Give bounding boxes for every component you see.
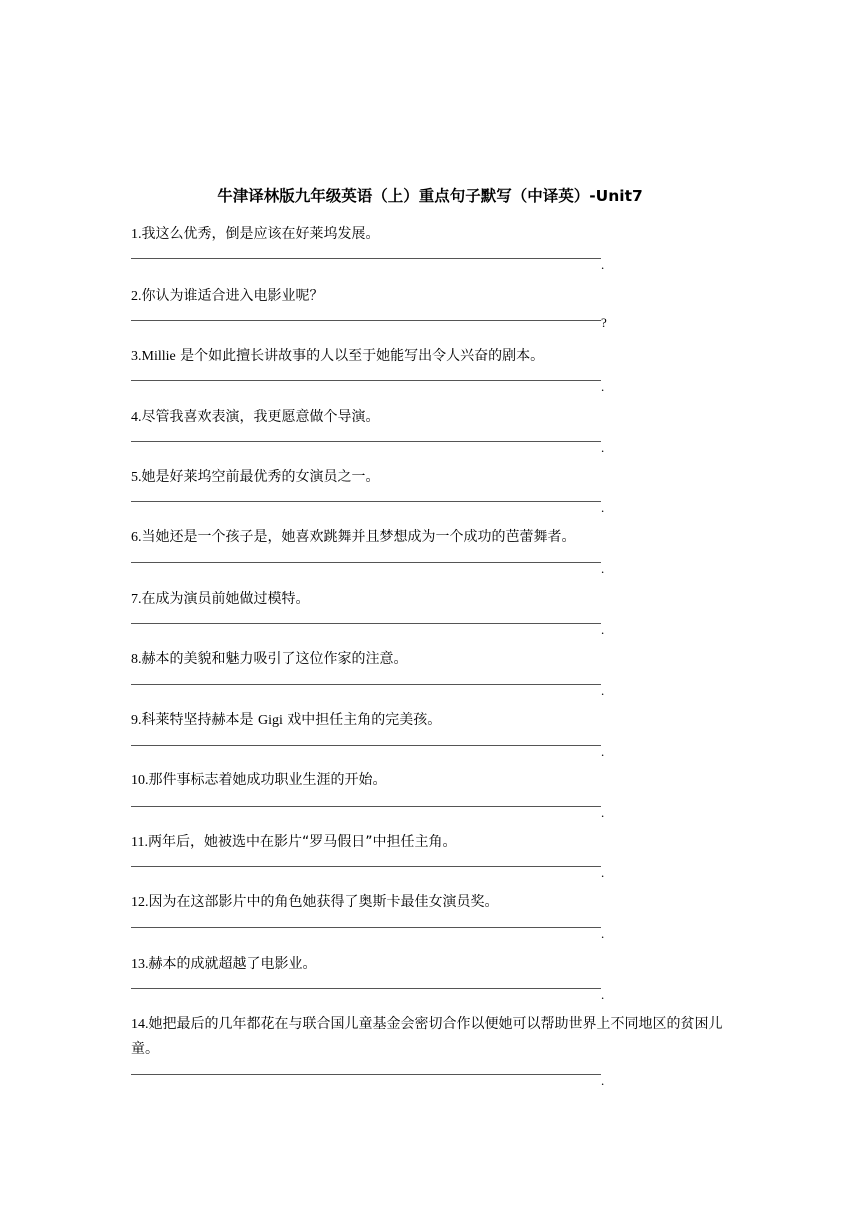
- question-number: 13.: [131, 957, 149, 972]
- question-13: [131, 952, 731, 977]
- question-number: 14.: [131, 1017, 149, 1032]
- question-number: 5.: [131, 470, 142, 485]
- answer-line-end-mark: .: [601, 865, 605, 880]
- question-text: 赫本的成就超越了电影业。: [148, 956, 317, 972]
- question-8: [131, 647, 731, 672]
- answer-line-6[interactable]: [131, 562, 601, 563]
- question-2: [131, 284, 731, 309]
- answer-line-12[interactable]: [131, 927, 601, 928]
- question-text: 她是好莱坞空前最优秀的女演员之一。: [141, 469, 380, 485]
- answer-line-13[interactable]: [131, 988, 601, 989]
- question-number: 10.: [131, 773, 149, 788]
- question-7: [131, 587, 731, 612]
- answer-line-end-mark: .: [601, 500, 605, 515]
- question-number: 4.: [131, 410, 142, 425]
- question-text-latin: Gigi: [257, 713, 283, 728]
- answer-line-3[interactable]: [131, 380, 601, 381]
- answer-line-end-mark: .: [601, 257, 605, 272]
- question-number: 3.: [131, 349, 142, 364]
- answer-line-end-mark: .: [601, 987, 605, 1002]
- answer-line-end-mark: .: [601, 379, 605, 394]
- question-number: 6.: [131, 530, 142, 545]
- answer-line-2[interactable]: [131, 320, 601, 321]
- answer-line-8[interactable]: [131, 684, 601, 685]
- question-text: 是个如此擅长讲故事的人以至于她能写出令人兴奋的剧本。: [175, 348, 545, 364]
- question-text: 因为在这部影片中的角色她获得了奥斯卡最佳女演员奖。: [148, 894, 499, 910]
- answer-line-7[interactable]: [131, 623, 601, 624]
- question-10: [131, 768, 731, 793]
- question-text: 我这么优秀，倒是应该在好莱坞发展。: [141, 226, 380, 242]
- answer-line-end-mark: .: [601, 744, 605, 759]
- answer-line-end-mark: .: [601, 1073, 605, 1088]
- answer-line-11[interactable]: [131, 866, 601, 867]
- question-text: 在成为演员前她做过模特。: [141, 591, 310, 607]
- answer-line-end-mark: .: [601, 683, 605, 698]
- question-number: 7.: [131, 592, 142, 607]
- question-6: [131, 525, 731, 550]
- answer-line-1[interactable]: [131, 258, 601, 259]
- question-number: 8.: [131, 652, 142, 667]
- answer-line-4[interactable]: [131, 441, 601, 442]
- question-12: [131, 890, 731, 915]
- question-text: 她把最后的几年都花在与联合国儿童基金会密切合作以便她可以帮助世界上不同地区的贫困儿童。: [131, 1016, 723, 1057]
- question-11: [131, 830, 731, 855]
- question-text: 当她还是一个孩子是，她喜欢跳舞并且梦想成为一个成功的芭蕾舞者。: [141, 529, 576, 545]
- question-text: 那件事标志着她成功职业生涯的开始。: [148, 772, 387, 788]
- question-text-latin: Millie: [141, 349, 176, 364]
- question-text: 两年后，她被选中在影片“罗马假日”中担任主角。: [147, 834, 457, 850]
- question-number: 1.: [131, 227, 142, 242]
- question-text: 科莱特坚持赫本是: [141, 712, 258, 728]
- answer-line-5[interactable]: [131, 501, 601, 502]
- question-9: [131, 708, 731, 733]
- answer-line-end-mark: .: [601, 926, 605, 941]
- question-number: 2.: [131, 289, 142, 304]
- question-4: [131, 405, 731, 430]
- answer-line-end-mark: .: [601, 622, 605, 637]
- answer-line-9[interactable]: [131, 745, 601, 746]
- question-text: 你认为谁适合进入电影业呢？: [141, 288, 324, 304]
- answer-line-end-mark: ?: [601, 315, 607, 330]
- question-number: 9.: [131, 713, 142, 728]
- question-number: 11.: [131, 835, 148, 850]
- answer-line-10[interactable]: [131, 806, 601, 807]
- question-1: [131, 222, 731, 247]
- question-5: [131, 465, 731, 490]
- question-number: 12.: [131, 895, 149, 910]
- question-3: [131, 344, 731, 369]
- answer-line-14[interactable]: [131, 1074, 601, 1075]
- question-text: 尽管我喜欢表演，我更愿意做个导演。: [141, 409, 380, 425]
- page-title: 牛津译林版九年级英语（上）重点句子默写（中译英）-Unit7: [217, 187, 643, 205]
- answer-line-end-mark: .: [601, 561, 605, 576]
- answer-line-end-mark: .: [601, 440, 605, 455]
- question-text: 戏中担任主角的完美孩。: [282, 712, 442, 728]
- answer-line-end-mark: .: [601, 805, 605, 820]
- question-14: [131, 1012, 733, 1062]
- question-text: 赫本的美貌和魅力吸引了这位作家的注意。: [141, 651, 408, 667]
